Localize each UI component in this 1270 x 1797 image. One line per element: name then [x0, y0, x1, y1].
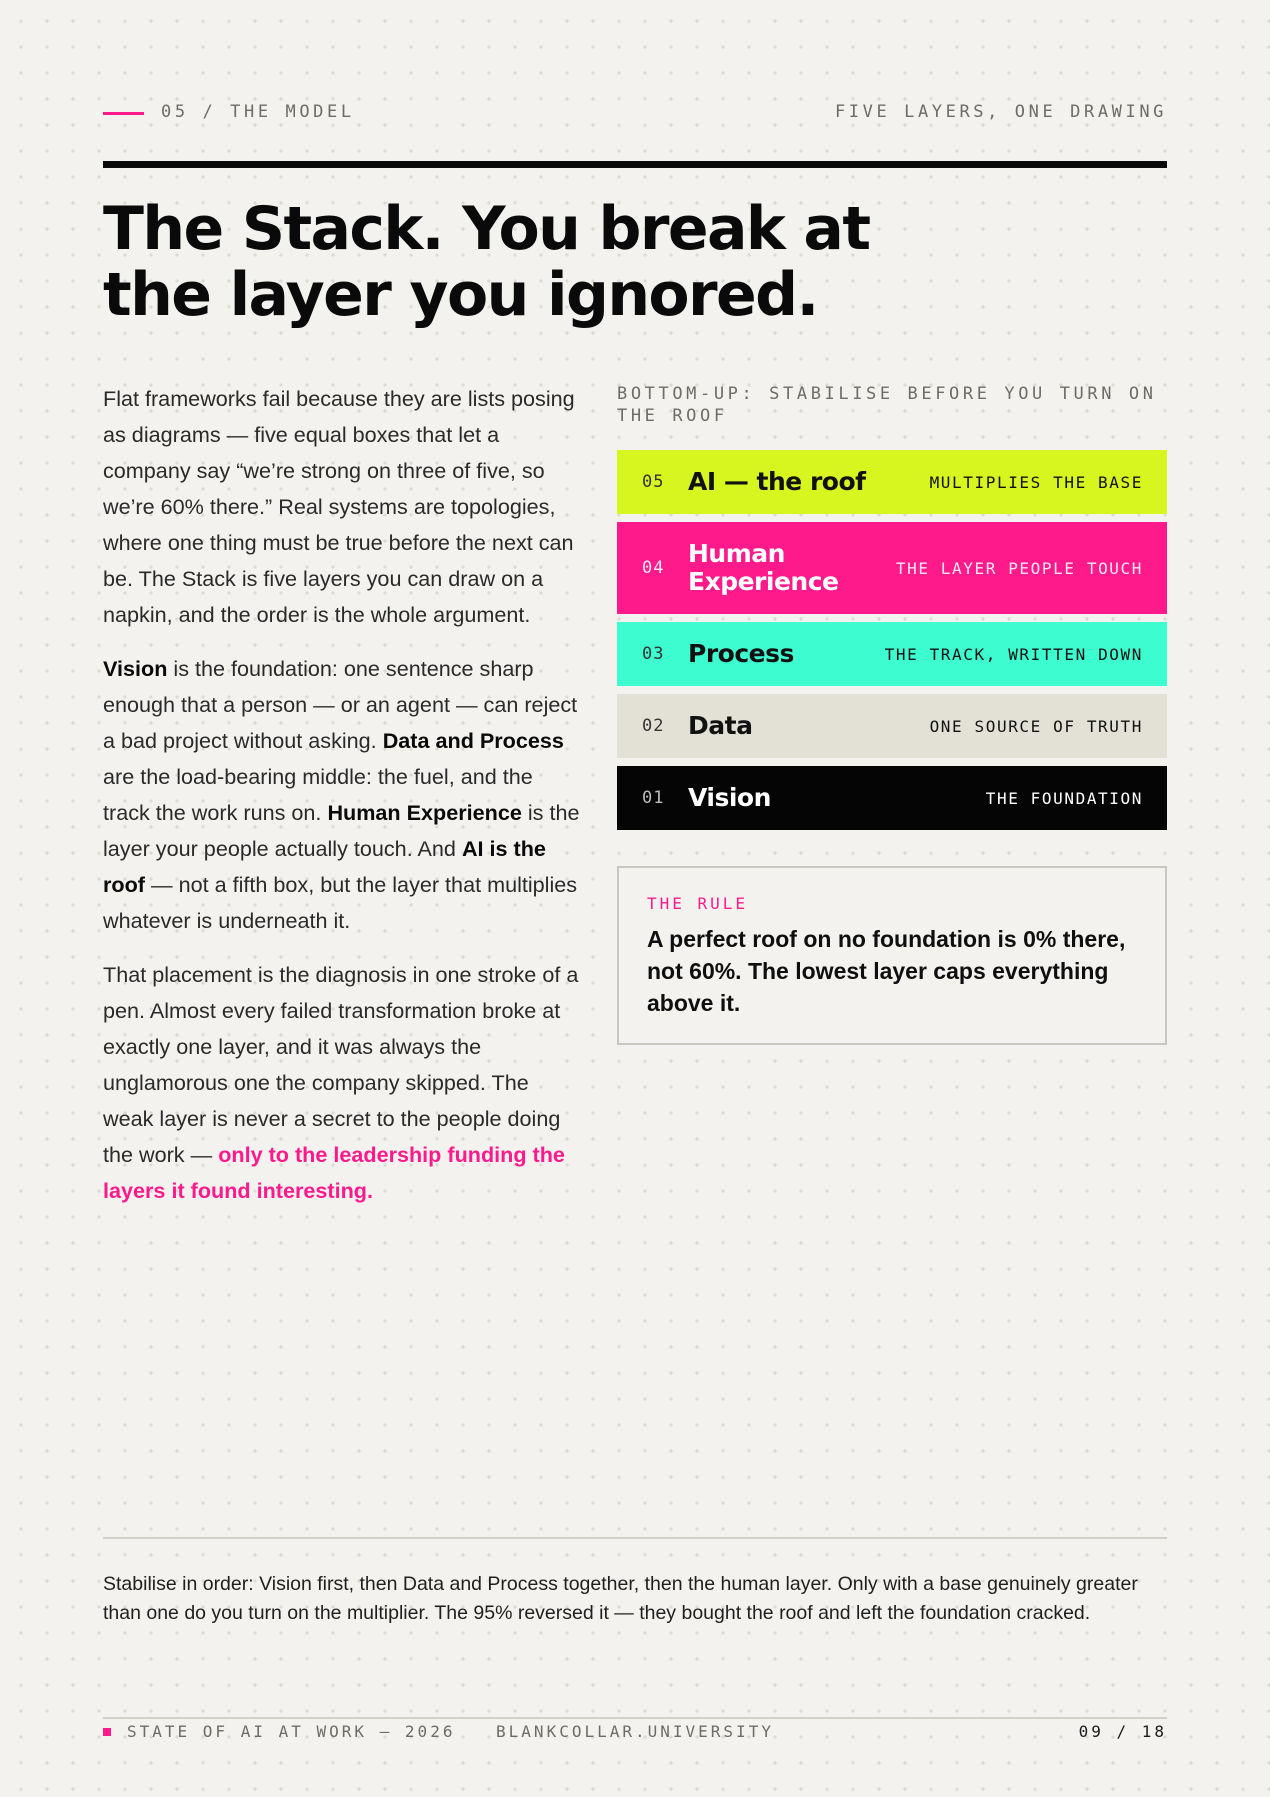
- stack-layer-human-experience: [617, 522, 1167, 614]
- body-text: That placement is the diagnosis in one stroke of a pen. Almost every failed transformation broke at exactly one layer, and it was always the unglamorous one the company skipped. The weak layer is never a secret to the people doing the work —: [103, 962, 579, 1167]
- layer-number: 05: [642, 472, 665, 492]
- body-paragraph-1: Flat frameworks fail because they are lists posing as diagrams — five equal boxes that let a company say “we’re strong on three of five, so we’re 60% there.” Real systems are topologies, where one thing must be true before the next can be. The Stack is five layers you can draw on a napkin, and the order is the whole argument.: [103, 386, 575, 627]
- page-title: [103, 196, 1003, 328]
- section-tagline: FIVE LAYERS, ONE DRAWING: [834, 102, 1167, 122]
- stack-layer-ai: [617, 450, 1167, 514]
- title-line-1: The Stack. You break at: [103, 194, 870, 264]
- body-text: is the foundation: one sentence sharp enough that a person — or an agent — can reject a bad project without asking.: [103, 656, 578, 753]
- layer-name: AI — the roof: [688, 467, 866, 496]
- header-divider: [103, 161, 1167, 168]
- term-ai-roof: AI is the roof: [103, 836, 546, 897]
- body-text: is the layer your people actually touch. And: [103, 800, 580, 861]
- layer-name: Vision: [688, 783, 771, 812]
- stack-layer-process: [617, 622, 1167, 686]
- layer-description: ONE SOURCE OF TRUTH: [929, 716, 1143, 736]
- rule-callout: [617, 866, 1167, 1045]
- highlight-text: only to the leadership funding the layers it found interesting.: [103, 1142, 565, 1203]
- body-column: [103, 381, 583, 1227]
- layer-description: THE FOUNDATION: [985, 788, 1143, 808]
- layer-name: Data: [688, 711, 753, 740]
- closing-divider: [103, 1537, 1167, 1539]
- layer-number: 01: [642, 788, 665, 808]
- layer-number: 04: [642, 558, 665, 578]
- layer-description: THE LAYER PEOPLE TOUCH: [895, 558, 1143, 578]
- footer-divider: [103, 1717, 1167, 1719]
- section-label: 05 / THE MODEL: [161, 102, 355, 122]
- layer-description: MULTIPLIES THE BASE: [929, 472, 1143, 492]
- body-text: — not a fifth box, but the layer that multiplies whatever is underneath it.: [103, 872, 578, 933]
- layer-name: Process: [688, 639, 794, 668]
- stack-layer-data: [617, 694, 1167, 758]
- footer-publication: STATE OF AI AT WORK — 2026: [127, 1722, 456, 1741]
- accent-line: [103, 112, 144, 115]
- closing-paragraph: Stabilise in order: Vision first, then Data and Process together, then the human layer. Only with a base genuinely greater than one do you turn on the multiplier. The 95% reversed it — they bought the roof and left the foundation cracked.: [103, 1573, 1138, 1624]
- footer-website: BLANKCOLLAR.UNIVERSITY: [496, 1722, 774, 1741]
- stack-diagram: [617, 450, 1167, 838]
- body-paragraph-2: [103, 651, 583, 939]
- layer-name: Human Experience: [688, 539, 839, 596]
- layer-number: 03: [642, 644, 665, 664]
- title-line-2: the layer you ignored.: [103, 260, 818, 330]
- rule-statement: A perfect roof on no foundation is 0% there, not 60%. The lowest layer caps everything above it.: [647, 926, 1126, 1016]
- term-human-experience: Human Experience: [327, 800, 522, 825]
- stack-heading: BOTTOM-UP: STABILISE BEFORE YOU TURN ON THE ROOF: [617, 384, 1157, 426]
- term-vision: Vision: [103, 656, 168, 681]
- body-text: are the load-bearing middle: the fuel, and the track the work runs on.: [103, 764, 533, 825]
- stack-layer-vision: [617, 766, 1167, 830]
- layer-description: THE TRACK, WRITTEN DOWN: [884, 644, 1143, 664]
- page-header: [103, 102, 1167, 126]
- page-footer: [103, 1722, 1167, 1744]
- body-paragraph-3: [103, 957, 583, 1209]
- layer-number: 02: [642, 716, 665, 736]
- rule-label: THE RULE: [647, 894, 749, 913]
- term-data-process: Data and Process: [382, 728, 564, 753]
- page-number: 09 / 18: [1078, 1722, 1167, 1741]
